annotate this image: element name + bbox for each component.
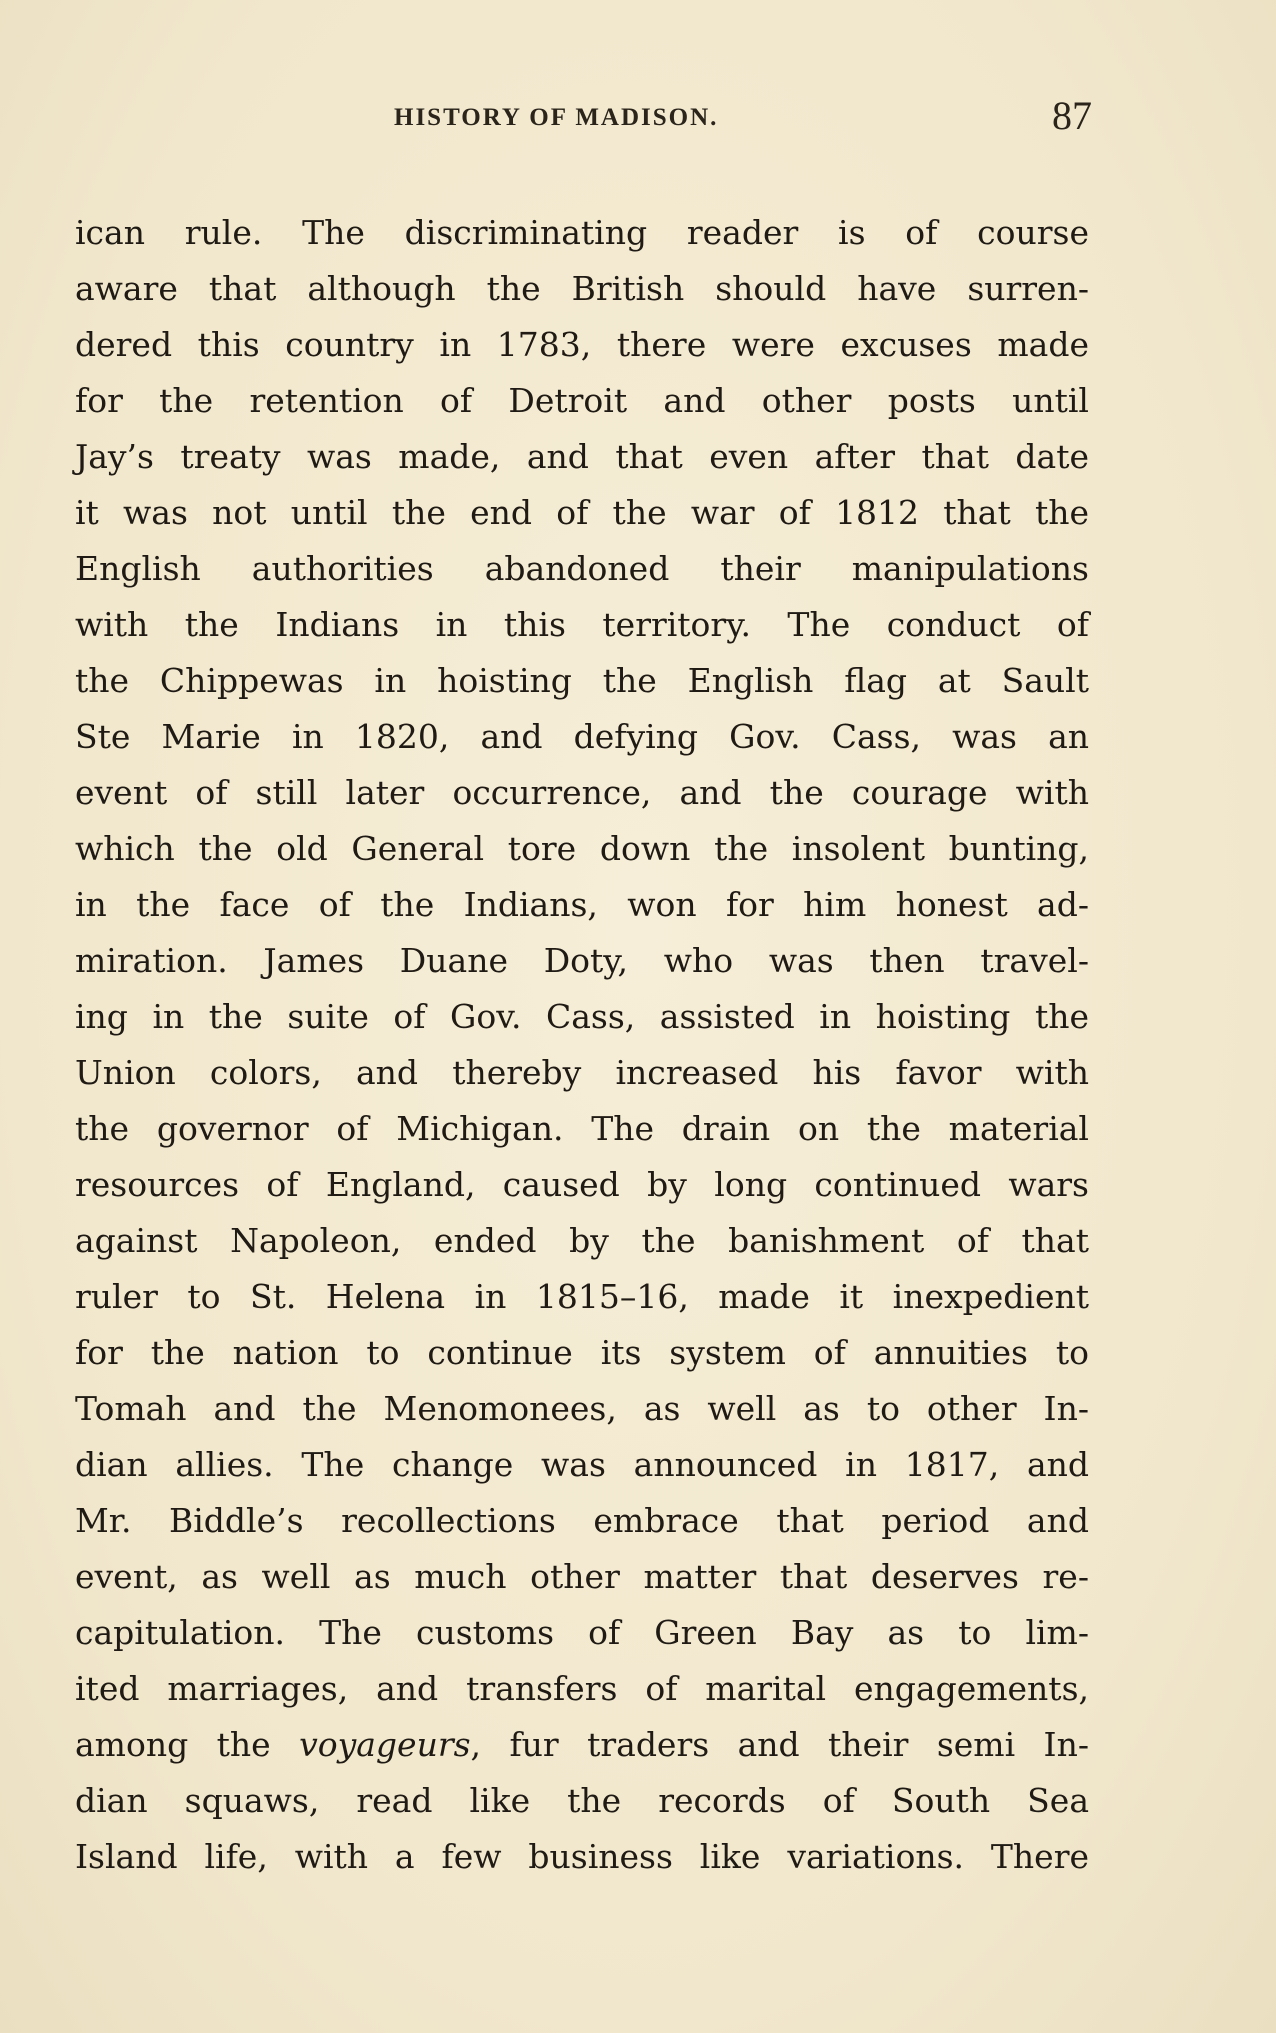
text-line: with the Indians in this territory. The conduct of	[75, 605, 1089, 644]
text-line: the governor of Michigan. The drain on the material	[75, 1109, 1089, 1148]
text-line: Union colors, and thereby increased his favor with	[75, 1053, 1089, 1092]
text-line: against Napoleon, ended by the banishment of that	[75, 1221, 1089, 1260]
text-line: capitulation. The customs of Green Bay as to lim-	[75, 1613, 1089, 1652]
text-line: event, as well as much other matter that deserves re-	[75, 1557, 1089, 1596]
text-line: Tomah and the Menomonees, as well as to other In-	[75, 1389, 1089, 1428]
text-line: dian allies. The change was announced in 1817, and	[75, 1445, 1089, 1484]
text-line: which the old General tore down the insolent bunting,	[75, 829, 1089, 868]
text-line: Ste Marie in 1820, and defying Gov. Cass, was an	[75, 717, 1089, 756]
text-segment: , fur traders and their semi In-	[470, 1725, 1089, 1764]
italic-term: voyageurs	[299, 1725, 471, 1764]
text-segment: among the	[75, 1725, 300, 1764]
running-title: HISTORY OF MADISON.	[394, 104, 719, 131]
text-line: ing in the suite of Gov. Cass, assisted in hoisting the	[75, 997, 1089, 1036]
text-line: Jay’s treaty was made, and that even after that date	[75, 437, 1089, 476]
body-text	[75, 205, 1089, 1885]
text-line: dered this country in 1783, there were excuses made	[75, 325, 1089, 364]
text-line: for the retention of Detroit and other posts until	[75, 381, 1089, 420]
text-line: ited marriages, and transfers of marital engagements,	[75, 1669, 1089, 1708]
text-line: in the face of the Indians, won for him honest ad-	[75, 885, 1089, 924]
text-line: English authorities abandoned their manipulations	[75, 549, 1089, 588]
text-line: the Chippewas in hoisting the English flag at Sault	[75, 661, 1089, 700]
text-line: it was not until the end of the war of 1812 that the	[75, 493, 1089, 532]
text-line: dian squaws, read like the records of South Sea	[75, 1781, 1089, 1820]
text-line-with-italic	[75, 1717, 1089, 1773]
text-line: ruler to St. Helena in 1815–16, made it inexpedient	[75, 1277, 1089, 1316]
page-number: 87	[1052, 93, 1092, 138]
text-line: Island life, with a few business like variations. There	[75, 1837, 1089, 1876]
text-line: miration. James Duane Doty, who was then travel-	[75, 941, 1089, 980]
text-line: for the nation to continue its system of annuities to	[75, 1333, 1089, 1372]
text-line: ican rule. The discriminating reader is of course	[75, 213, 1089, 252]
text-line: resources of England, caused by long continued wars	[75, 1165, 1089, 1204]
text-line: event of still later occurrence, and the courage with	[75, 773, 1089, 812]
text-line: Mr. Biddle’s recollections embrace that period and	[75, 1501, 1089, 1540]
text-line: aware that although the British should have surren-	[75, 269, 1089, 308]
